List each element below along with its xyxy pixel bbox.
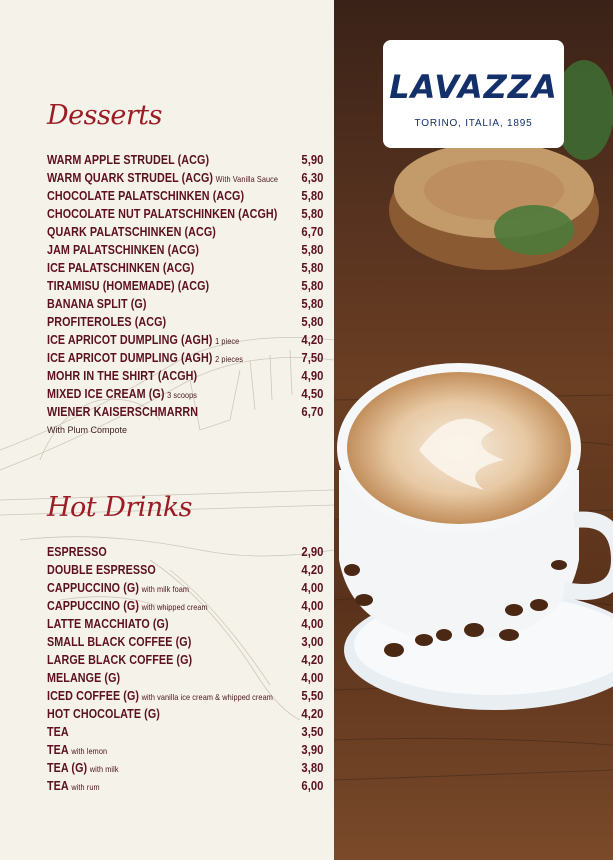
- menu-item: [47, 723, 323, 741]
- desserts-title: Desserts: [47, 100, 162, 131]
- menu-item-price: 6,00: [301, 779, 323, 793]
- menu-item: [47, 597, 323, 615]
- menu-item-note: with rum: [71, 782, 100, 792]
- desserts-footnote: With Plum Compote: [47, 425, 128, 435]
- menu-item-note: with vanilla ice cream & whipped cream: [141, 692, 273, 702]
- menu-item-name: CHOCOLATE PALATSCHINKEN (ACG): [47, 189, 245, 203]
- menu-item: [47, 759, 323, 777]
- menu-item-price: 5,80: [301, 243, 323, 257]
- menu-item: [47, 277, 323, 295]
- menu-item-name: QUARK PALATSCHINKEN (ACG): [47, 225, 216, 239]
- menu-item-price: 5,80: [301, 261, 323, 275]
- menu-item: [47, 205, 323, 223]
- menu-item-name: LARGE BLACK COFFEE (G): [47, 653, 193, 667]
- menu-item: [47, 687, 323, 705]
- menu-item-name: JAM PALATSCHINKEN (ACG): [47, 243, 200, 257]
- menu-item-name: TEA with lemon: [47, 743, 108, 757]
- menu-item-name: WIENER KAISERSCHMARRN: [47, 405, 199, 419]
- menu-item: [47, 777, 323, 795]
- menu-item-note: With Vanilla Sauce: [215, 174, 279, 184]
- menu-item-name: TIRAMISU (HOMEMADE) (ACG): [47, 279, 210, 293]
- menu-item: [47, 169, 323, 187]
- menu-item-price: 4,90: [301, 369, 323, 383]
- menu-item-note: 1 piece: [215, 336, 240, 346]
- menu-item: [47, 187, 323, 205]
- menu-item-price: 4,00: [301, 671, 323, 685]
- menu-item: [47, 349, 323, 367]
- menu-item-name: CAPPUCCINO (G) with whipped cream: [47, 599, 208, 613]
- menu-item-price: 6,70: [301, 405, 323, 419]
- menu-item-note: 3 scoops: [167, 390, 198, 400]
- menu-item: [47, 615, 323, 633]
- menu-item-name: WARM APPLE STRUDEL (ACG): [47, 153, 210, 167]
- menu-item-note: with lemon: [71, 746, 108, 756]
- menu-item: [47, 367, 323, 385]
- menu-item-price: 7,50: [301, 351, 323, 365]
- menu-item-price: 3,90: [301, 743, 323, 757]
- menu-item-name: CAPPUCCINO (G) with milk foam: [47, 581, 190, 595]
- menu-item: [47, 669, 323, 687]
- menu-item: [47, 295, 323, 313]
- menu-item-note: with milk foam: [141, 584, 190, 594]
- menu-item: [47, 385, 323, 403]
- menu-item-name: SMALL BLACK COFFEE (G): [47, 635, 192, 649]
- menu-item-price: 4,20: [301, 563, 323, 577]
- menu-item-name: LATTE MACCHIATO (G): [47, 617, 169, 631]
- lavazza-logo: [383, 40, 564, 148]
- menu-item-price: 5,90: [301, 153, 323, 167]
- menu-item-price: 3,50: [301, 725, 323, 739]
- menu-item-name: WARM QUARK STRUDEL (ACG) With Vanilla Sauce: [47, 171, 279, 185]
- menu-item: [47, 579, 323, 597]
- menu-item-name: PROFITEROLES (ACG): [47, 315, 167, 329]
- menu-item-name: ESPRESSO: [47, 545, 107, 559]
- menu-item-price: 5,80: [301, 279, 323, 293]
- hot-drinks-list: [47, 543, 323, 795]
- menu-item-price: 6,30: [301, 171, 323, 185]
- menu-item: [47, 331, 323, 349]
- menu-item: [47, 241, 323, 259]
- menu-item-name: ICE APRICOT DUMPLING (AGH) 1 piece: [47, 333, 240, 347]
- menu-item-price: 5,80: [301, 207, 323, 221]
- menu-item: [47, 543, 323, 561]
- menu-item-price: 4,00: [301, 581, 323, 595]
- menu-item-name: BANANA SPLIT (G): [47, 297, 147, 311]
- menu-item-price: 4,20: [301, 707, 323, 721]
- menu-item: [47, 259, 323, 277]
- menu-item: [47, 633, 323, 651]
- menu-item-name: DOUBLE ESPRESSO: [47, 563, 156, 577]
- menu-item-name: TEA: [47, 725, 69, 739]
- menu-item-price: 4,00: [301, 617, 323, 631]
- brand-tagline: TORINO, ITALIA, 1895: [414, 118, 533, 129]
- menu-item: [47, 151, 323, 169]
- menu-item-name: HOT CHOCOLATE (G): [47, 707, 160, 721]
- menu-item: [47, 561, 323, 579]
- menu-item-note: with whipped cream: [141, 602, 208, 612]
- menu-item-price: 3,00: [301, 635, 323, 649]
- hot-drinks-title: Hot Drinks: [47, 492, 193, 523]
- menu-item-price: 5,50: [301, 689, 323, 703]
- menu-item-name: ICED COFFEE (G) with vanilla ice cream & whipped cream: [47, 689, 273, 703]
- desserts-list: [47, 151, 323, 439]
- menu-item-price: 2,90: [301, 545, 323, 559]
- menu-item-price: 4,00: [301, 599, 323, 613]
- menu-item-price: 4,20: [301, 333, 323, 347]
- menu-item-price: 3,80: [301, 761, 323, 775]
- menu-item-name: ICE APRICOT DUMPLING (AGH) 2 pieces: [47, 351, 243, 365]
- menu-item: [47, 403, 323, 421]
- menu-item-note: 2 pieces: [215, 354, 243, 364]
- brand-name: LAVAZZA: [389, 68, 558, 106]
- menu-item-price: 4,20: [301, 653, 323, 667]
- menu-item-note: with milk: [89, 764, 119, 774]
- menu-item: [47, 651, 323, 669]
- menu-item: [47, 741, 323, 759]
- menu-item-price: 6,70: [301, 225, 323, 239]
- menu-item-price: 5,80: [301, 315, 323, 329]
- menu-item: [47, 313, 323, 331]
- menu-item-price: 5,80: [301, 189, 323, 203]
- menu-item-name: MIXED ICE CREAM (G) 3 scoops: [47, 387, 198, 401]
- menu-item-name: ICE PALATSCHINKEN (ACG): [47, 261, 195, 275]
- menu-item: [47, 705, 323, 723]
- menu-item-price: 5,80: [301, 297, 323, 311]
- menu-item-name: TEA with rum: [47, 779, 100, 793]
- menu-item-name: TEA (G) with milk: [47, 761, 119, 775]
- menu-item-name: MELANGE (G): [47, 671, 121, 685]
- menu-item-name: CHOCOLATE NUT PALATSCHINKEN (ACGH): [47, 207, 278, 221]
- menu-item: [47, 223, 323, 241]
- menu-item-price: 4,50: [301, 387, 323, 401]
- menu-item-name: MOHR IN THE SHIRT (ACGH): [47, 369, 198, 383]
